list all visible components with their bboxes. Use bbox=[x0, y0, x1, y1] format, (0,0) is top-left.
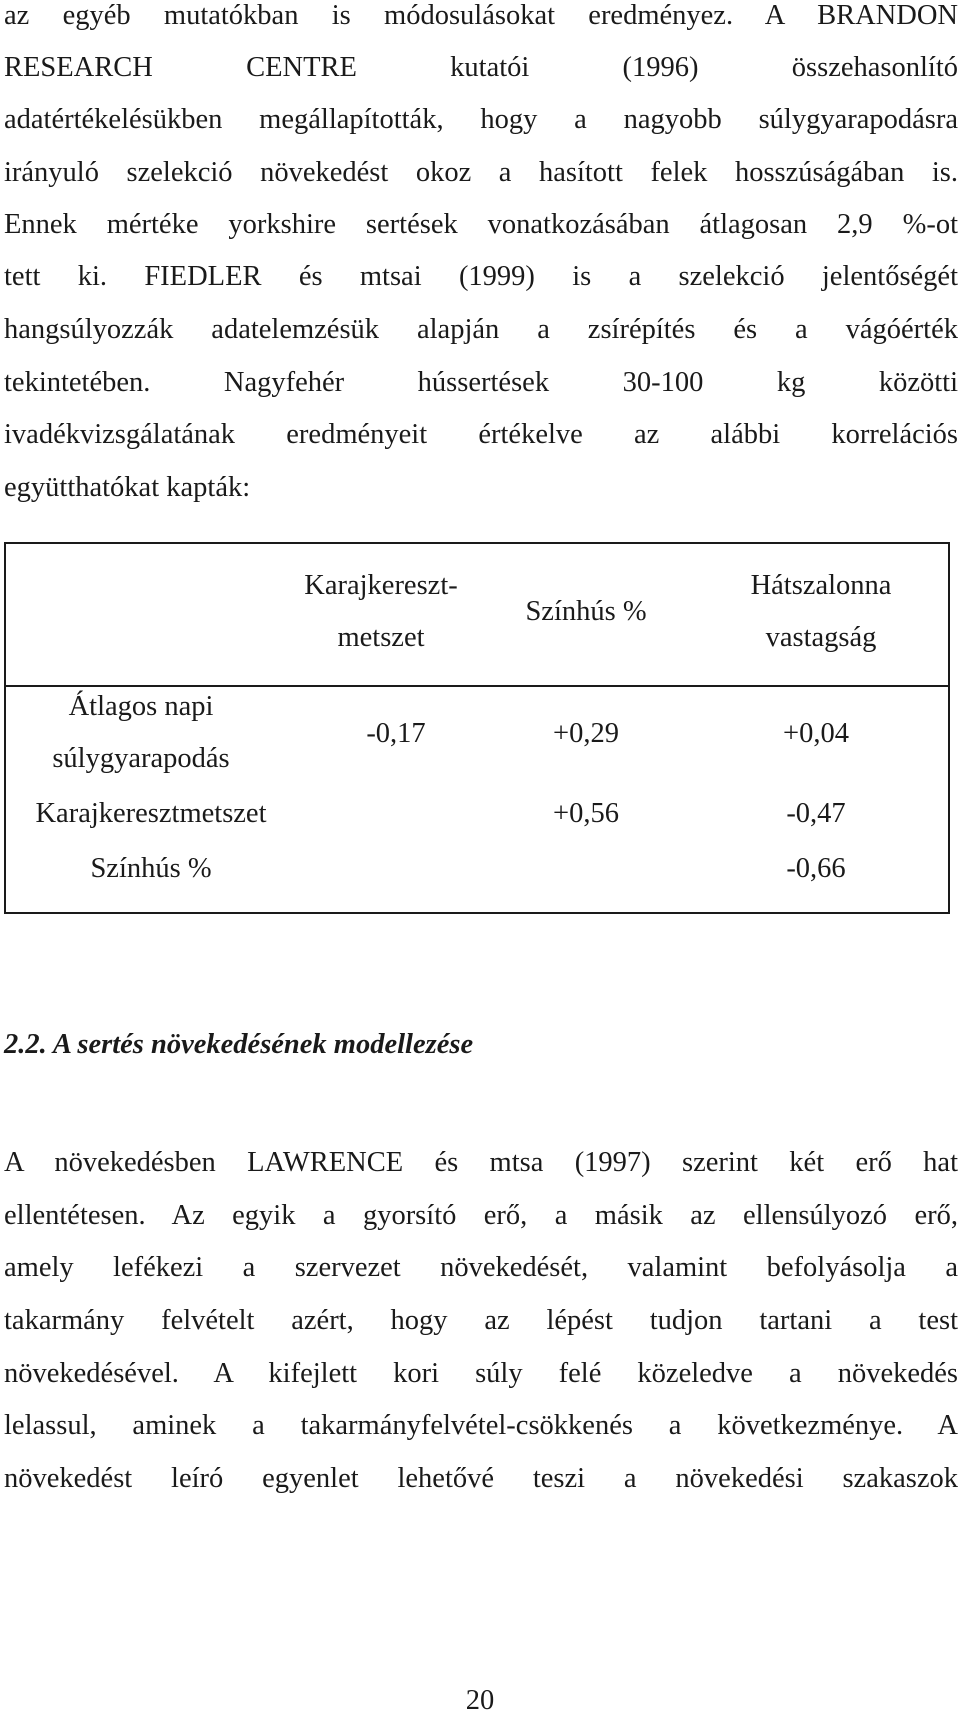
text-line: A növekedésben LAWRENCE és mtsa (1997) szerint két erő hat bbox=[4, 1147, 958, 1178]
table-cell: +0,56 bbox=[553, 798, 619, 829]
column-header-hatszalonna bbox=[706, 566, 936, 658]
text-line: ellentétesen. Az egyik a gyorsító erő, a másik az ellensúlyozó erő, bbox=[4, 1200, 958, 1231]
header-line: metszet bbox=[337, 622, 425, 653]
text-line: növekedésével. A kifejlett kori súly felé közeledve a növekedés bbox=[4, 1358, 958, 1389]
section-heading: 2.2. A sertés növekedésének modellezése bbox=[4, 1029, 474, 1060]
text-line: irányuló szelekció növekedést okoz a hasított felek hosszúságában is. bbox=[4, 157, 958, 188]
header-line: Karajkereszt- bbox=[304, 570, 458, 601]
text-line: adatértékelésükben megállapították, hogy a nagyobb súlygyarapodásra bbox=[4, 104, 958, 135]
row-label: Karajkeresztmetszet bbox=[35, 798, 267, 829]
header-line: Hátszalonna bbox=[750, 570, 892, 601]
column-header-karajkeresztmetszet bbox=[276, 566, 486, 658]
text-line: növekedést leíró egyenlet lehetővé teszi a növekedési szakaszok bbox=[4, 1463, 958, 1494]
row-label-line: Átlagos napi bbox=[68, 691, 214, 722]
text-line: az egyéb mutatókban is módosulásokat eredményez. A BRANDON bbox=[4, 0, 958, 31]
text-line: takarmány felvételt azért, hogy az lépést tudjon tartani a test bbox=[4, 1305, 958, 1336]
text-line: lelassul, aminek a takarmányfelvétel-csökkenés a következménye. A bbox=[4, 1410, 958, 1441]
correlation-table bbox=[4, 542, 950, 914]
text-line: tekintetében. Nagyfehér hússertések 30-100 kg közötti bbox=[4, 367, 958, 398]
text-line: hangsúlyozzák adatelemzésük alapján a zsírépítés és a vágóérték bbox=[4, 314, 958, 345]
row-label: Színhús % bbox=[90, 853, 212, 884]
row-label bbox=[6, 687, 276, 779]
table-cell: -0,66 bbox=[786, 853, 846, 884]
table-cell: -0,17 bbox=[366, 718, 426, 749]
table-cell: +0,29 bbox=[553, 718, 619, 749]
table-cell: +0,04 bbox=[783, 718, 849, 749]
text-line: tett ki. FIEDLER és mtsai (1999) is a szelekció jelentőségét bbox=[4, 261, 958, 292]
text-line: együtthatókat kapták: bbox=[4, 472, 251, 503]
text-line: RESEARCH CENTRE kutatói (1996) összehasonlító bbox=[4, 52, 958, 83]
column-header-szinhus: Színhús % bbox=[525, 596, 647, 627]
row-label-line: súlygyarapodás bbox=[52, 743, 230, 774]
text-line: Ennek mértéke yorkshire sertések vonatkozásában átlagosan 2,9 %-ot bbox=[4, 209, 958, 240]
page-number: 20 bbox=[465, 1685, 495, 1716]
table-cell: -0,47 bbox=[786, 798, 846, 829]
text-line: ivadékvizsgálatának eredményeit értékelve az alábbi korrelációs bbox=[4, 419, 958, 450]
text-line: amely lefékezi a szervezet növekedését, valamint befolyásolja a bbox=[4, 1252, 958, 1283]
header-line: vastagság bbox=[765, 622, 877, 653]
